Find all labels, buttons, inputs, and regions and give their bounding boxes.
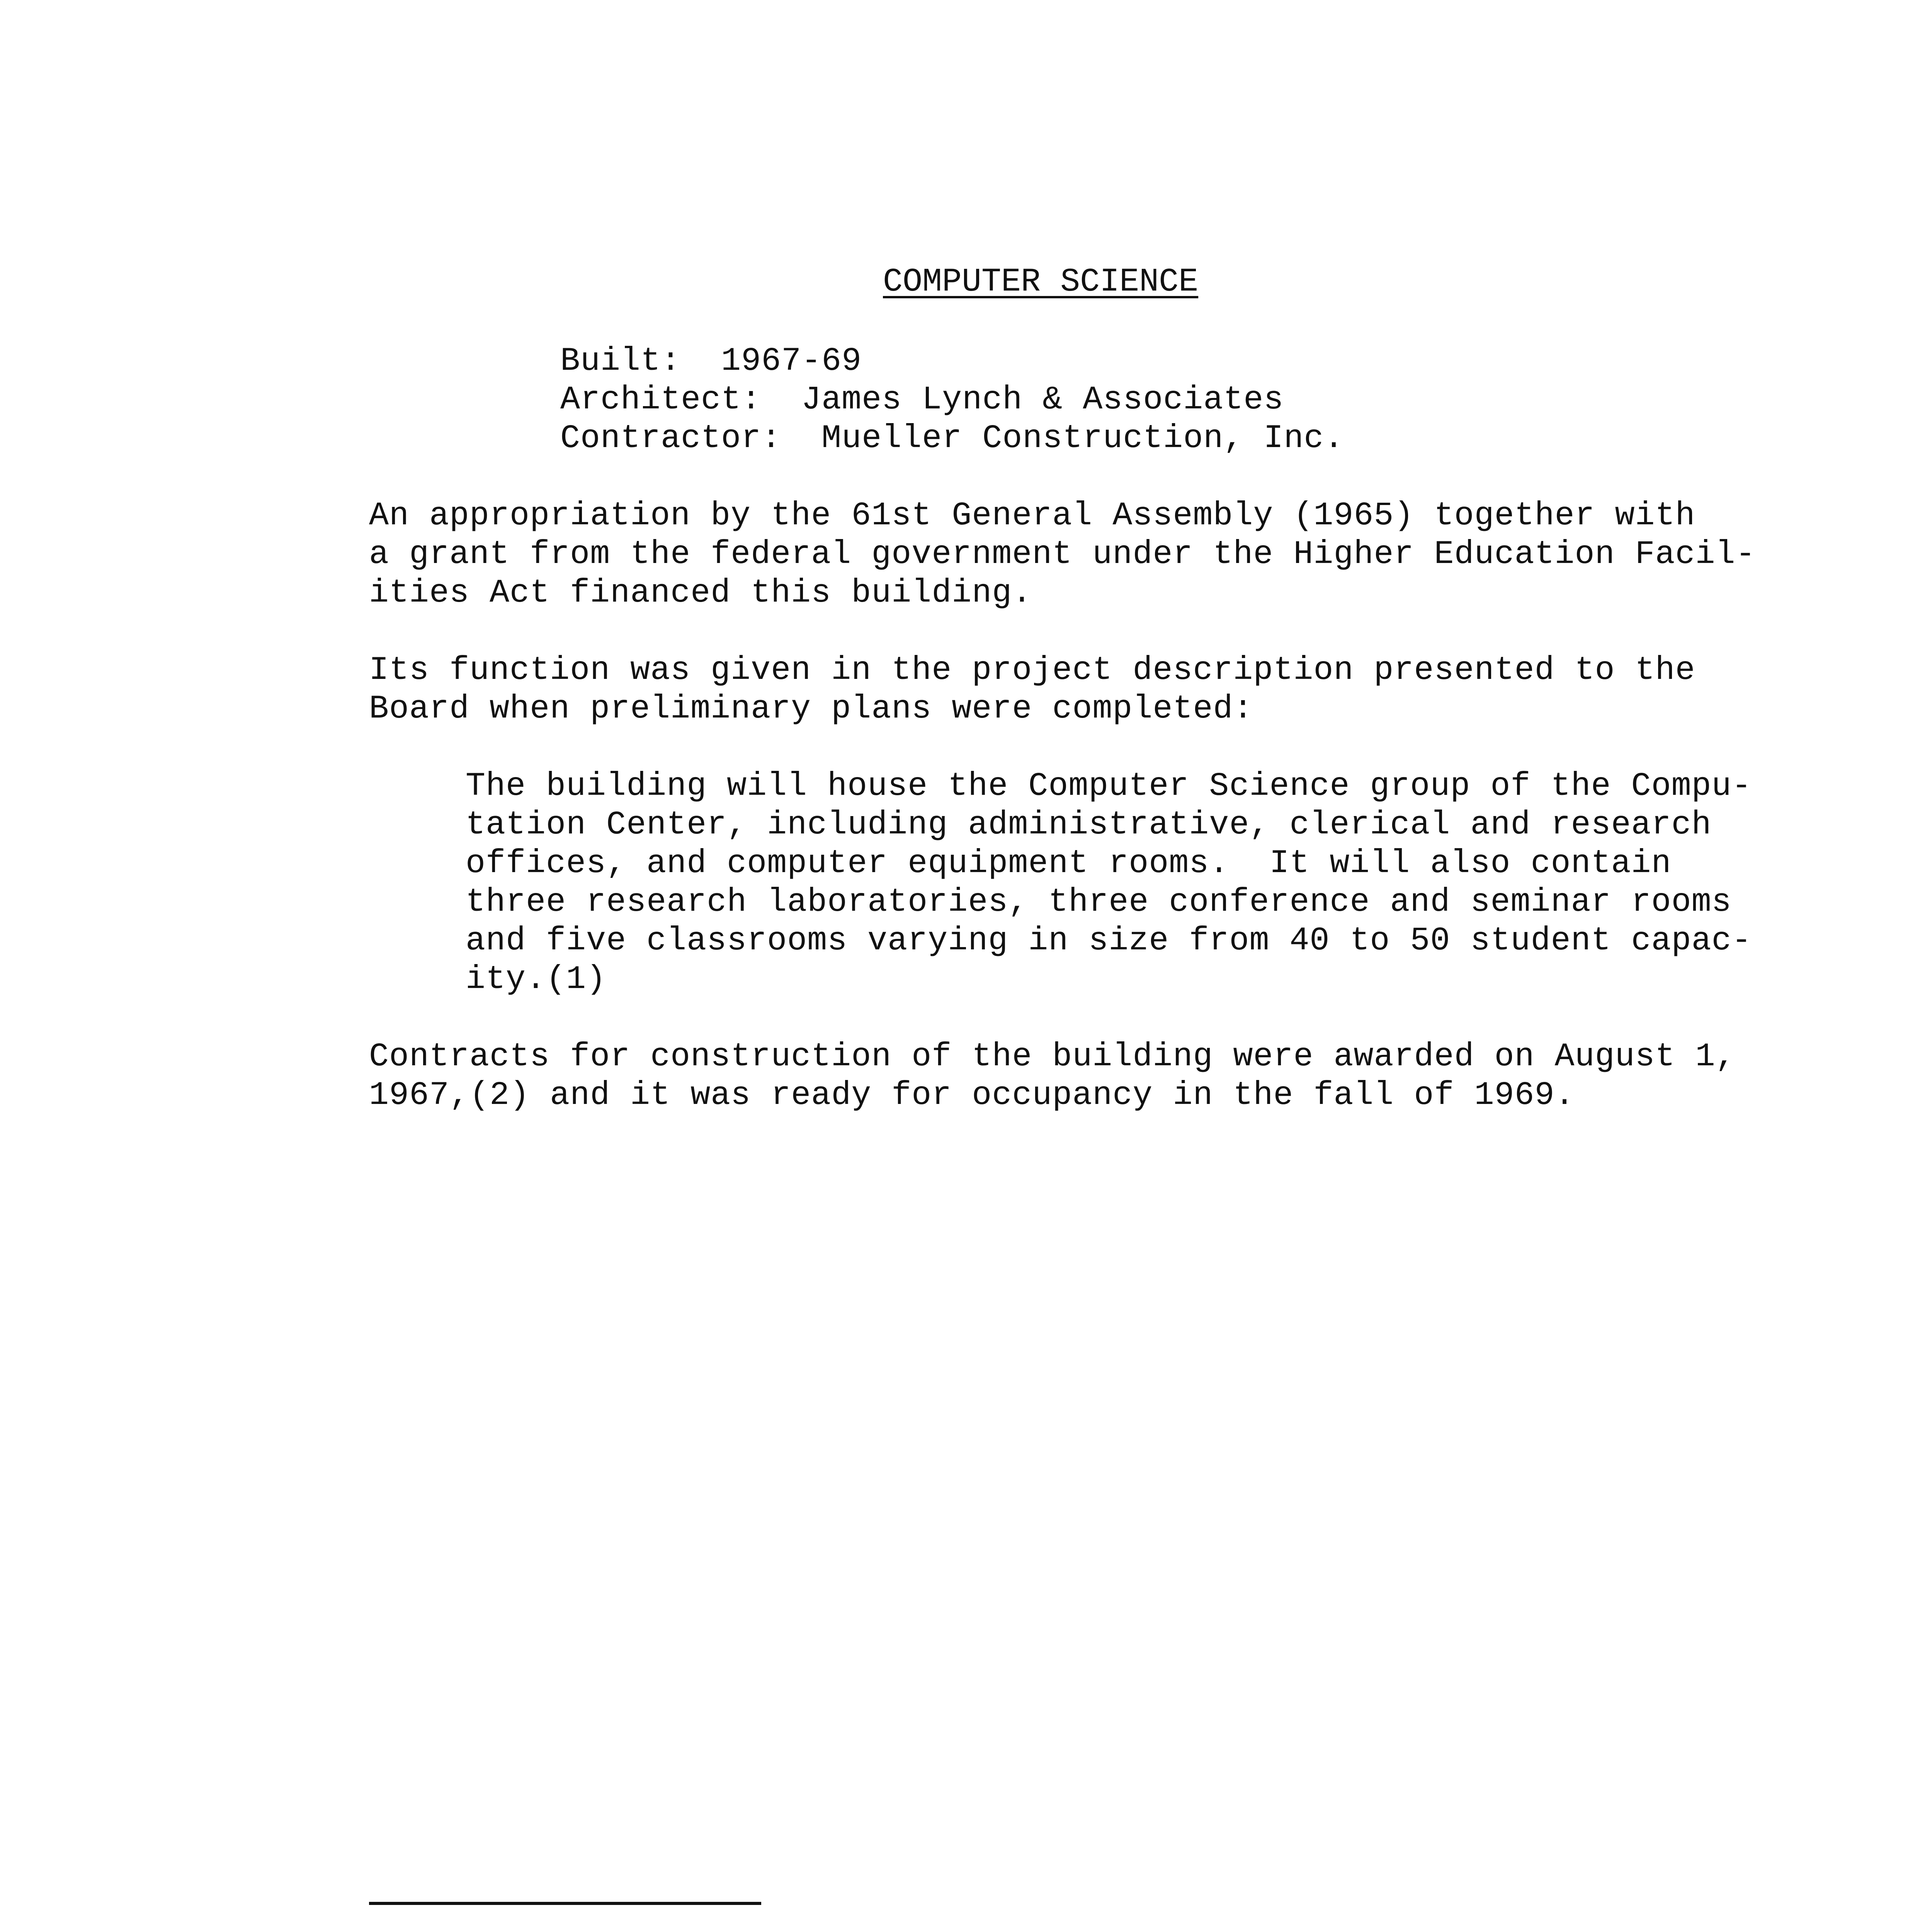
contractor-line	[560, 419, 1344, 458]
paragraph2-line: Its function was given in the project description presented to the	[369, 651, 1696, 689]
quote-line: ity.(1)	[466, 961, 607, 998]
built-value: 1967-69	[721, 342, 862, 380]
quote-line: and five classrooms varying in size from 40 to 50 student capac-	[466, 922, 1752, 959]
paragraph3-line: Contracts for construction of the building were awarded on August 1,	[369, 1038, 1736, 1075]
built-line	[560, 342, 862, 381]
contractor-label: Contractor:	[560, 420, 782, 457]
quote-line: tation Center, including administrative, clerical and research	[466, 806, 1712, 844]
architect-label: Architect:	[560, 381, 762, 418]
page-title: COMPUTER SCIENCE	[883, 263, 1199, 301]
paragraph2-line: Board when preliminary plans were completed:	[369, 690, 1253, 728]
quote-line: offices, and computer equipment rooms. It will also contain	[466, 845, 1672, 882]
paragraph1-line: ities Act financed this building.	[369, 574, 1032, 612]
architect-line	[560, 381, 1284, 419]
built-label: Built:	[560, 342, 681, 380]
footnote-separator	[369, 1902, 761, 1905]
quote-line: The building will house the Computer Science group of the Compu-	[466, 767, 1752, 805]
quote-line: three research laboratories, three conference and seminar rooms	[466, 883, 1732, 921]
contractor-value: Mueller Construction, Inc.	[821, 420, 1344, 457]
paragraph3-line: 1967,(2) and it was ready for occupancy in the fall of 1969.	[369, 1077, 1575, 1114]
paragraph1-line: a grant from the federal government under the Higher Education Facil-	[369, 536, 1756, 573]
architect-value: James Lynch & Associates	[801, 381, 1284, 418]
paragraph1-line: An appropriation by the 61st General Assembly (1965) together with	[369, 497, 1696, 534]
